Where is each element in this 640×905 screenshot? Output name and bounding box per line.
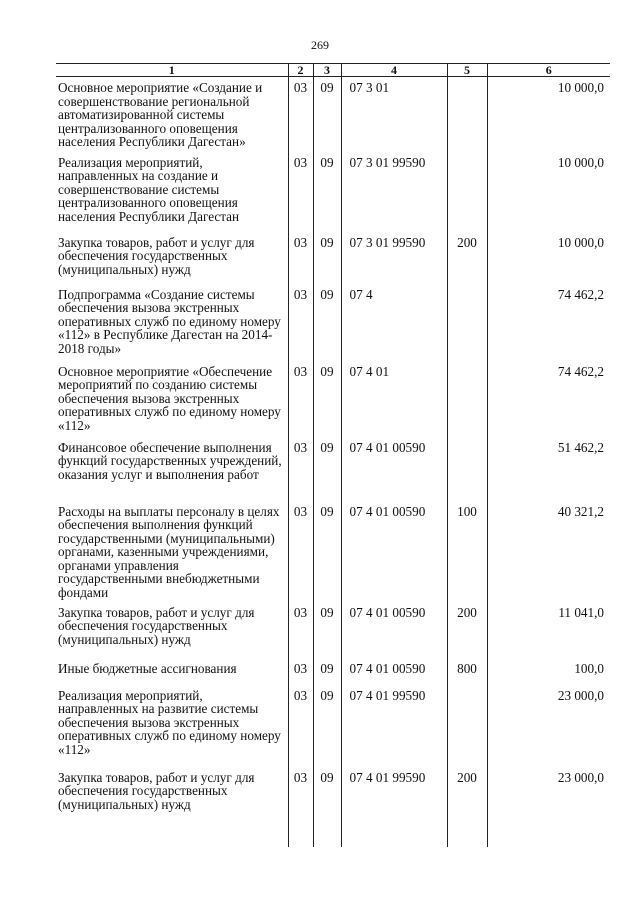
row-amount: 10 000,0 — [487, 152, 610, 232]
row-expense-type — [447, 685, 487, 767]
empty-cell — [56, 819, 288, 847]
row-expense-type — [447, 77, 487, 152]
row-expense-type: 800 — [447, 658, 487, 685]
row-section: 03 — [288, 361, 313, 437]
header-col-3: 3 — [313, 64, 341, 77]
budget-table-grid — [56, 63, 610, 847]
table-row — [56, 767, 610, 819]
header-col-1: 1 — [56, 64, 288, 77]
empty-cell — [487, 819, 610, 847]
row-expense-type: 200 — [447, 602, 487, 658]
row-subsection: 09 — [313, 501, 341, 602]
row-subsection: 09 — [313, 685, 341, 767]
header-col-4: 4 — [341, 64, 447, 77]
row-expense-type — [447, 361, 487, 437]
row-subsection: 09 — [313, 437, 341, 501]
row-target-code: 07 4 01 00590 — [341, 602, 447, 658]
header-col-5: 5 — [447, 64, 487, 77]
row-name: Основное мероприятие «Создание и совершенствование региональной автоматизированной системы централизованного оповещения населения Республики Дагестан» — [58, 80, 263, 150]
page-number: 269 — [311, 38, 329, 52]
row-expense-type — [447, 284, 487, 361]
table-row — [56, 437, 610, 501]
row-expense-type: 200 — [447, 232, 487, 284]
row-amount: 74 462,2 — [487, 284, 610, 361]
row-section: 03 — [288, 284, 313, 361]
table-row — [56, 152, 610, 232]
row-section: 03 — [288, 501, 313, 602]
row-name: Закупка товаров, работ и услуг для обеспечения государственных (муниципальных) нужд — [58, 234, 255, 277]
table-row — [56, 284, 610, 361]
row-target-code: 07 3 01 99590 — [341, 152, 447, 232]
table-row — [56, 77, 610, 152]
row-amount: 23 000,0 — [487, 685, 610, 767]
row-name: Иные бюджетные ассигнования — [58, 660, 237, 676]
row-name: Расходы на выплаты персоналу в целях обеспечения выполнения функций государственными (муниципальными) органами, казенными учреждениями, органами управления государственными внебюджетными фондами — [58, 503, 280, 601]
row-section: 03 — [288, 232, 313, 284]
row-target-code: 07 4 01 99590 — [341, 767, 447, 819]
row-subsection: 09 — [313, 284, 341, 361]
row-amount: 10 000,0 — [487, 232, 610, 284]
row-expense-type: 200 — [447, 767, 487, 819]
row-target-code: 07 4 01 00590 — [341, 658, 447, 685]
row-amount: 10 000,0 — [487, 77, 610, 152]
row-name: Закупка товаров, работ и услуг для обеспечения государственных (муниципальных) нужд — [58, 769, 255, 812]
row-subsection: 09 — [313, 152, 341, 232]
empty-cell — [341, 819, 447, 847]
row-target-code: 07 3 01 99590 — [341, 232, 447, 284]
row-section: 03 — [288, 602, 313, 658]
row-target-code: 07 4 01 00590 — [341, 501, 447, 602]
table-trailing-space — [56, 819, 610, 847]
empty-cell — [447, 819, 487, 847]
row-target-code: 07 4 — [341, 284, 447, 361]
row-name: Основное мероприятие «Обеспечение мероприятий по созданию системы обеспечения вызова экстренных оперативных служб по единому номеру «112» — [58, 363, 281, 433]
row-section: 03 — [288, 77, 313, 152]
row-target-code: 07 4 01 99590 — [341, 685, 447, 767]
row-name: Реализация мероприятий, направленных на развитие системы обеспечения вызова экстренных оперативных служб по единому номеру «112» — [58, 687, 281, 757]
row-target-code: 07 4 01 — [341, 361, 447, 437]
header-row — [56, 64, 610, 77]
table-row — [56, 232, 610, 284]
row-amount: 40 321,2 — [487, 501, 610, 602]
header-col-6: 6 — [487, 64, 610, 77]
row-subsection: 09 — [313, 77, 341, 152]
header-col-2: 2 — [288, 64, 313, 77]
empty-cell — [313, 819, 341, 847]
row-subsection: 09 — [313, 767, 341, 819]
row-section: 03 — [288, 767, 313, 819]
row-subsection: 09 — [313, 658, 341, 685]
table-body — [56, 77, 610, 847]
row-expense-type — [447, 152, 487, 232]
row-name: Закупка товаров, работ и услуг для обеспечения государственных (муниципальных) нужд — [58, 604, 255, 647]
row-expense-type: 100 — [447, 501, 487, 602]
row-section: 03 — [288, 437, 313, 501]
row-amount: 51 462,2 — [487, 437, 610, 501]
row-section: 03 — [288, 685, 313, 767]
budget-table — [56, 63, 610, 847]
row-section: 03 — [288, 658, 313, 685]
row-subsection: 09 — [313, 361, 341, 437]
table-row — [56, 602, 610, 658]
row-expense-type — [447, 437, 487, 501]
table-row — [56, 361, 610, 437]
table-row — [56, 658, 610, 685]
table-row — [56, 685, 610, 767]
row-amount: 74 462,2 — [487, 361, 610, 437]
row-target-code: 07 3 01 — [341, 77, 447, 152]
table-row — [56, 501, 610, 602]
row-subsection: 09 — [313, 232, 341, 284]
row-amount: 11 041,0 — [487, 602, 610, 658]
row-amount: 100,0 — [487, 658, 610, 685]
row-target-code: 07 4 01 00590 — [341, 437, 447, 501]
row-section: 03 — [288, 152, 313, 232]
row-name: Финансовое обеспечение выполнения функций государственных учреждений, оказания услуг и выполнения работ — [58, 439, 282, 482]
row-name: Подпрограмма «Создание системы обеспечения вызова экстренных оперативных служб по единому номеру «112» в Республике Дагестан на 2014-2018 годы» — [58, 286, 281, 356]
row-name: Реализация мероприятий, направленных на создание и совершенствование системы централизованного оповещения населения Республики Дагестан — [58, 154, 240, 224]
row-subsection: 09 — [313, 602, 341, 658]
row-amount: 23 000,0 — [487, 767, 610, 819]
empty-cell — [288, 819, 313, 847]
